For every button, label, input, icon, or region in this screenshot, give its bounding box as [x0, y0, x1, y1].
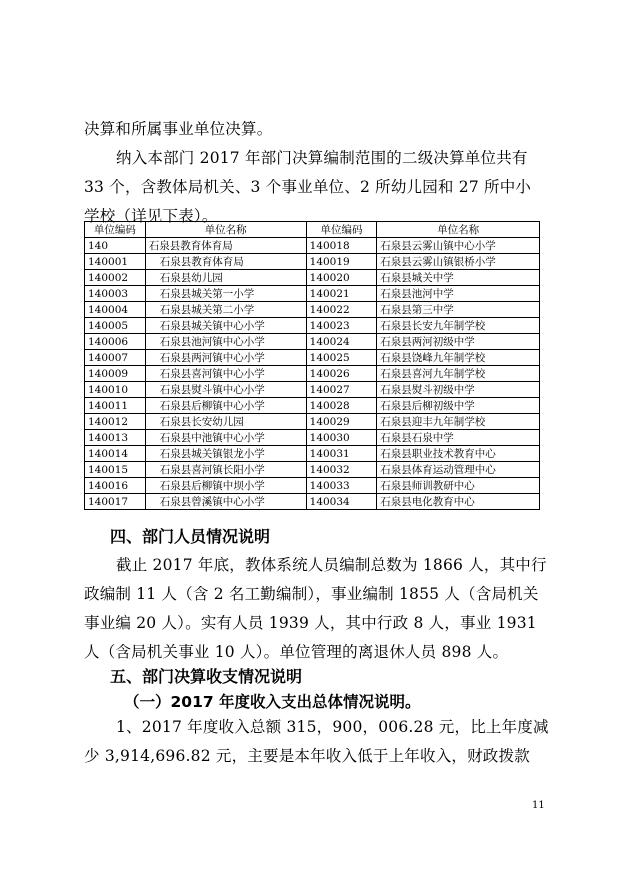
unit-code-cell: 140017 [85, 494, 146, 510]
unit-code-cell: 140018 [306, 238, 377, 254]
unit-name-cell: 石泉县后柳初级中学 [377, 398, 540, 414]
unit-name-cell: 石泉县两河镇中心小学 [145, 350, 306, 366]
unit-name-cell: 石泉县教育体育局 [145, 238, 306, 254]
unit-name-cell: 石泉县池河中学 [377, 286, 540, 302]
unit-name-cell: 石泉县城关镇银龙小学 [145, 446, 306, 462]
unit-name-cell: 石泉县饶峰九年制学校 [377, 350, 540, 366]
table-row [85, 254, 540, 270]
section-heading: 四、部门人员情况说明 [110, 527, 271, 546]
unit-code-cell: 140005 [85, 318, 146, 334]
table-row [85, 334, 540, 350]
unit-code-cell: 140024 [306, 334, 377, 350]
table-row [85, 286, 540, 302]
unit-name-cell: 石泉县长安幼儿园 [145, 414, 306, 430]
unit-name-cell: 石泉县电化教育中心 [377, 494, 540, 510]
unit-name-cell: 石泉县喜河镇长阳小学 [145, 462, 306, 478]
unit-name-cell: 石泉县后柳镇中心小学 [145, 398, 306, 414]
unit-name-cell: 石泉县师训教研中心 [377, 478, 540, 494]
table-row [85, 302, 540, 318]
unit-name-cell: 石泉县城关镇中心小学 [145, 318, 306, 334]
table-row [85, 270, 540, 286]
unit-code-cell: 140002 [85, 270, 146, 286]
header-cell: 单位编码 [306, 222, 377, 238]
unit-name-cell: 石泉县曾溪镇中心小学 [145, 494, 306, 510]
unit-code-cell: 140027 [306, 382, 377, 398]
unit-code-cell: 140026 [306, 366, 377, 382]
unit-code-cell: 140001 [85, 254, 146, 270]
unit-name-cell: 石泉县长安九年制学校 [377, 318, 540, 334]
unit-code-cell: 140030 [306, 430, 377, 446]
unit-name-cell: 石泉县职业技术教育中心 [377, 446, 540, 462]
header-cell: 单位名称 [145, 222, 306, 238]
unit-code-cell: 140012 [85, 414, 146, 430]
table-row [85, 318, 540, 334]
unit-code-cell: 140028 [306, 398, 377, 414]
unit-code-cell: 140011 [85, 398, 146, 414]
paragraph-line: 纳入本部门 2017 年部门决算编制范围的二级决算单位共有 [116, 149, 528, 167]
table-row [85, 382, 540, 398]
unit-code-cell: 140014 [85, 446, 146, 462]
table-row [85, 350, 540, 366]
unit-code-cell: 140021 [306, 286, 377, 302]
unit-table [84, 221, 540, 510]
table-row [85, 430, 540, 446]
header-cell: 单位编码 [85, 222, 146, 238]
table-row [85, 446, 540, 462]
unit-name-cell: 石泉县池河镇中心小学 [145, 334, 306, 350]
paragraph-line: 少 3,914,696.82 元，主要是本年收入低于上年收入，财政拨款 [84, 747, 530, 765]
unit-name-cell: 石泉县幼儿园 [145, 270, 306, 286]
table-row [85, 478, 540, 494]
unit-code-cell: 140010 [85, 382, 146, 398]
table-row [85, 366, 540, 382]
table-row [85, 494, 540, 510]
unit-code-cell: 140022 [306, 302, 377, 318]
paragraph-line: 事业编 20 人）。实有人员 1939 人，其中行政 8 人，事业 1931 [84, 614, 537, 632]
table-row [85, 398, 540, 414]
paragraph-line: 决算和所属事业单位决算。 [84, 120, 273, 138]
unit-name-cell: 石泉县熨斗初级中学 [377, 382, 540, 398]
unit-code-cell: 140004 [85, 302, 146, 318]
unit-name-cell: 石泉县教育体育局 [145, 254, 306, 270]
unit-name-cell: 石泉县喜河九年制学校 [377, 366, 540, 382]
unit-code-cell: 140029 [306, 414, 377, 430]
unit-code-cell: 140019 [306, 254, 377, 270]
unit-code-cell: 140025 [306, 350, 377, 366]
unit-code-cell: 140007 [85, 350, 146, 366]
unit-code-cell: 140031 [306, 446, 377, 462]
paragraph-line: 截止 2017 年底，教体系统人员编制总数为 1866 人，其中行 [116, 556, 547, 574]
page-number: 11 [532, 800, 545, 811]
paragraph-line: 政编制 11 人（含 2 名工勤编制），事业编制 1855 人（含局机关 [84, 585, 539, 603]
unit-name-cell: 石泉县迎丰九年制学校 [377, 414, 540, 430]
unit-name-cell: 石泉县中池镇中心小学 [145, 430, 306, 446]
table-row [85, 414, 540, 430]
paragraph-line: 学校（详见下表）。 [84, 207, 218, 225]
sub-heading: （一）2017 年度收入支出总体情况说明。 [124, 693, 421, 711]
unit-code-cell: 140009 [85, 366, 146, 382]
unit-code-cell: 140015 [85, 462, 146, 478]
table-row [85, 238, 540, 254]
unit-name-cell: 石泉县城关第二小学 [145, 302, 306, 318]
unit-code-cell: 140 [85, 238, 146, 254]
table-header-row [85, 222, 540, 238]
unit-name-cell: 石泉县体育运动管理中心 [377, 462, 540, 478]
unit-name-cell: 石泉县城关第一小学 [145, 286, 306, 302]
unit-code-cell: 140006 [85, 334, 146, 350]
unit-code-cell: 140020 [306, 270, 377, 286]
unit-name-cell: 石泉县石泉中学 [377, 430, 540, 446]
unit-code-cell: 140034 [306, 494, 377, 510]
unit-name-cell: 石泉县熨斗镇中心小学 [145, 382, 306, 398]
unit-name-cell: 石泉县后柳镇中坝小学 [145, 478, 306, 494]
unit-code-cell: 140013 [85, 430, 146, 446]
unit-name-cell: 石泉县第三中学 [377, 302, 540, 318]
section-heading: 五、部门决算收支情况说明 [110, 667, 303, 686]
unit-name-cell: 石泉县云雾山镇银桥小学 [377, 254, 540, 270]
unit-code-cell: 140003 [85, 286, 146, 302]
unit-name-cell: 石泉县城关中学 [377, 270, 540, 286]
header-cell: 单位名称 [377, 222, 540, 238]
unit-code-cell: 140023 [306, 318, 377, 334]
unit-name-cell: 石泉县云雾山镇中心小学 [377, 238, 540, 254]
paragraph-line: 人（含局机关事业 10 人）。单位管理的离退休人员 898 人。 [84, 643, 509, 661]
paragraph-line: 33 个，含教体局机关、3 个事业单位、2 所幼儿园和 27 所中小 [84, 178, 532, 196]
unit-code-cell: 140016 [85, 478, 146, 494]
unit-code-cell: 140032 [306, 462, 377, 478]
unit-code-cell: 140033 [306, 478, 377, 494]
paragraph-line: 1、2017 年度收入总额 315，900，006.28 元，比上年度减 [116, 718, 549, 736]
table-row [85, 462, 540, 478]
unit-name-cell: 石泉县两河初级中学 [377, 334, 540, 350]
unit-name-cell: 石泉县喜河镇中心小学 [145, 366, 306, 382]
